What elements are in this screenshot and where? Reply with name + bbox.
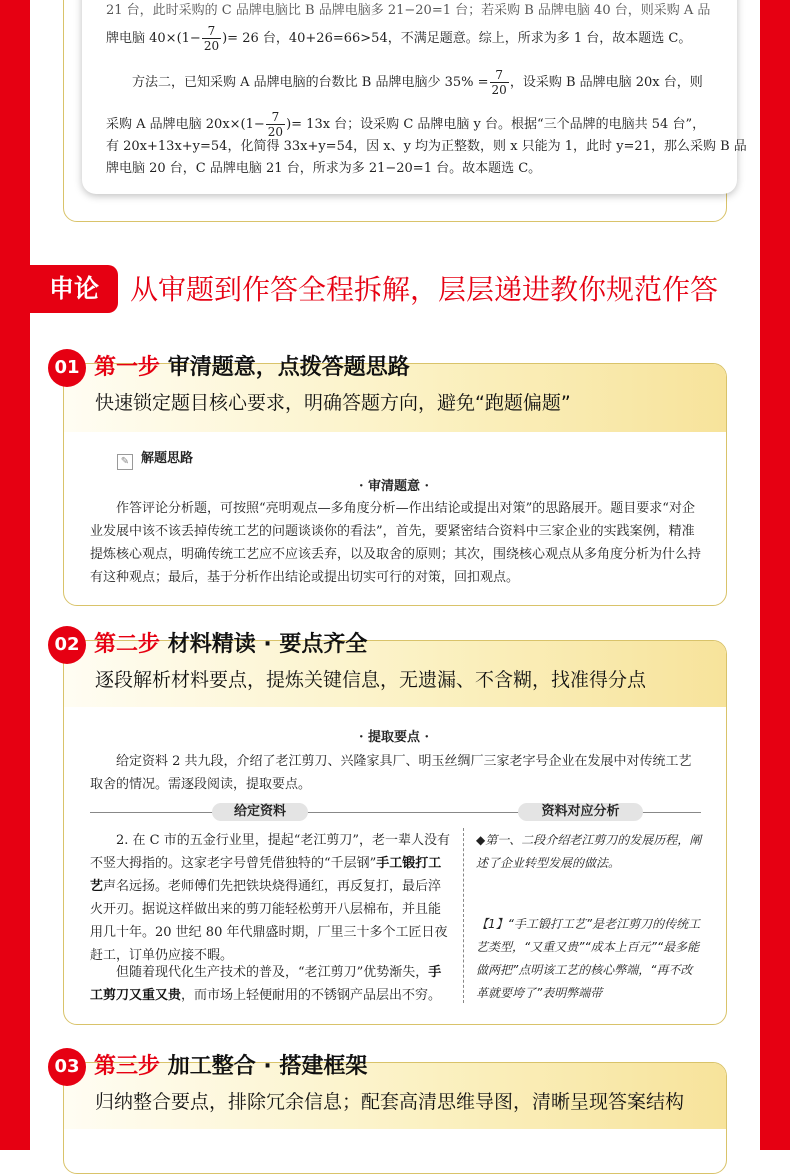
step3-title [94, 1052, 367, 1082]
step1-heading: · 审清题意 · [358, 479, 430, 494]
material-text: ，而市场上轻便耐用的不锈钢产品层出不穷。 [181, 988, 442, 1003]
math-line-4 [106, 110, 705, 139]
analysis-note-2: 【1】“手工锻打工艺”是老江剪刀的传统工艺类型，“又重又贵”“成本上百元”“最多能做两把”点明该工艺的核心弊端，“再不改革就要垮了”表明弊端带 [476, 917, 701, 1000]
step2-title-red: 第二步 [94, 632, 161, 657]
step2-title-black: 材料精读 · 要点齐全 [167, 632, 368, 657]
step2-title [94, 630, 367, 660]
step1-number-badge: 01 [48, 349, 86, 387]
fraction [490, 68, 509, 97]
step2-number-badge: 02 [48, 626, 86, 664]
step1-title [94, 353, 410, 383]
math-text: 牌电脑 40×(1− [106, 31, 201, 46]
math-line-1: 21 台，此时采购的 C 品牌电脑比 B 品牌电脑多 21−20=1 台；若采购 B 品牌电脑 40 台，则采购 A 品 [106, 3, 711, 18]
step2-heading: · 提取要点 · [358, 730, 430, 745]
math-line-6: 牌电脑 20 台，C 品牌电脑 21 台，所求为多 21−20=1 台。故本题选 C。 [106, 161, 542, 176]
step3-number-badge: 03 [48, 1048, 86, 1086]
material-analysis-pill: 资料对应分析 [518, 803, 643, 821]
fraction-numerator: 7 [202, 24, 221, 39]
material-paragraph-1 [90, 829, 452, 967]
step2-subtitle: 逐段解析材料要点，提炼关键信息，无遗漏、不含糊，找准得分点 [95, 669, 647, 691]
math-solution-card [82, 0, 747, 194]
section-tag: 申论 [30, 265, 118, 313]
fraction-numerator: 7 [490, 68, 509, 83]
step1-subtitle: 快速锁定题目核心要求，明确答题方向，避免“跑题偏题” [95, 392, 571, 414]
fraction-denominator: 20 [491, 83, 507, 97]
solution-approach-text: 解题思路 [141, 451, 194, 466]
math-line-5: 有 20x+13x+y=54，化简得 33x+y=54，因 x、y 均为正整数，则 x 只能为 1，此时 y=21，那么采购 B 品 [106, 139, 747, 154]
right-red-border [760, 0, 790, 1150]
math-text: 采购 A 品牌电脑 20x×(1− [106, 117, 265, 132]
analysis-note-1: ◆第一、二段介绍老江剪刀的发展历程，阐述了企业转型发展的做法。 [476, 833, 702, 870]
fraction-numerator: 7 [266, 110, 285, 125]
fraction [266, 110, 285, 139]
solution-approach-label [117, 447, 193, 470]
material-keyword: 手工锻打工艺 [90, 856, 442, 894]
math-line-2 [106, 24, 691, 53]
given-material-pill: 给定资料 [212, 803, 308, 821]
math-line-3 [132, 68, 703, 97]
step1-title-black: 审清题意，点拨答题思路 [167, 355, 410, 380]
material-text: 但随着现代化生产技术的普及，“老江剪刀”优势渐失， [116, 965, 429, 980]
fraction [202, 24, 221, 53]
column-divider [463, 828, 464, 1003]
step1-body: 作答评论分析题，可按照“亮明观点—多角度分析—作出结论或提出对策”的思路展开。题目要求“对企业发展中该不该丢掉传统工艺的问题谈谈你的看法”，首先，要紧密结合资料中三家企业的实践案例，精准提炼核心观点，明确传统工艺应不应该丢弃，以及取舍的原则；其次，围绕核心观点从多角度分析为什么持有这种观点；最后，基于分析作出结论或提出切实可行的对策，回扣观点。 [90, 501, 702, 585]
material-paragraph-2 [90, 961, 452, 1007]
left-red-border [0, 0, 30, 1150]
math-text: )= 13x 台；设采购 C 品牌电脑 y 台。根据“三个品牌的电脑共 54 台”， [286, 117, 706, 132]
section-banner-text: 从审题到作答全程拆解，层层递进教你规范作答 [130, 273, 719, 306]
step2-intro: 给定资料 2 共九段，介绍了老江剪刀、兴隆家具厂、明玉丝绸厂三家老字号企业在发展中对传统工艺取舍的情况。需逐段阅读，提取要点。 [90, 754, 692, 792]
math-text: 方法二，已知采购 A 品牌电脑的台数比 B 品牌电脑少 35% = [132, 75, 489, 90]
fraction-denominator: 20 [267, 125, 284, 139]
fraction-denominator: 20 [203, 39, 220, 53]
math-text: )= 26 台，40+26=66>54，不满足题意。综上，所求为多 1 台，故本题选 C。 [222, 31, 692, 46]
material-text: 2. 在 C 市的五金行业里，提起“老江剪刀”，老一辈人没有不竖大拇指的。这家老字号曾凭借独特的“千层钢” [90, 833, 451, 871]
material-text: 声名远扬。老师傅们先把铁块烧得通红，再反复打，最后淬火开刃。据说这样做出来的剪刀能轻松剪开八层棉布，并且能用几十年。20 世纪 80 年代鼎盛时期，厂里三十多个工匠日夜赶工，订单仍应接不暇。 [90, 879, 448, 963]
step3-subtitle: 归纳整合要点，排除冗余信息；配套高清思维导图，清晰呈现答案结构 [95, 1091, 685, 1113]
step3-title-red: 第三步 [94, 1054, 161, 1079]
step3-title-black: 加工整合 · 搭建框架 [167, 1054, 368, 1079]
material-keyword: 手工剪刀又重又贵 [90, 965, 442, 1003]
pencil-icon: ✎ [117, 454, 133, 470]
math-text: ，设采购 B 品牌电脑 20x 台，则 [509, 75, 703, 90]
step1-title-red: 第一步 [94, 355, 161, 380]
